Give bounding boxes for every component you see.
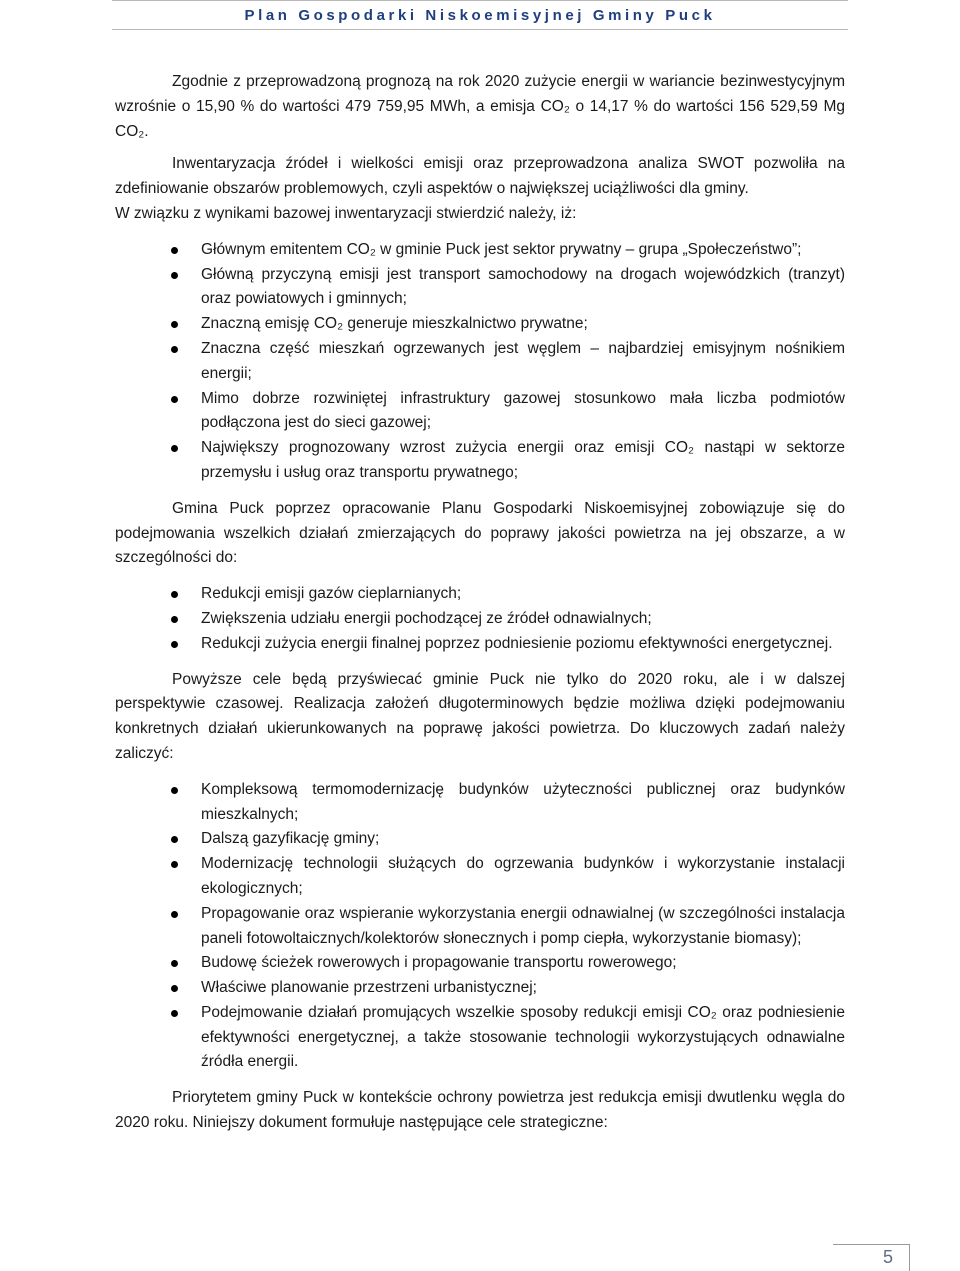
paragraph-priority: Priorytetem gminy Puck w kontekście ochrony powietrza jest redukcja emisji dwutlenku węgla do 2020 roku. Niniejszy dokument formułuje następujące cele strategiczne: [115,1089,845,1132]
paragraph-goals: Powyższe cele będą przyświecać gminie Puck nie tylko do 2020 roku, ale i w dalszej perspektywie czasowej. Realizacja założeń długoterminowych będzie możliwa dzięki podejmowaniu konkretnych działań ukierunkowanych na poprawę jakości powietrza. Do kluczowych zadań należy zaliczyć: [115,670,845,762]
list-item: Znaczną emisję CO₂ generuje mieszkalnictwo prywatne; [115,312,845,337]
list-item: Propagowanie oraz wspieranie wykorzystania energii odnawialnej (w szczególności instalacja paneli fotowoltaicznych/kolektorów słonecznych i pomp ciepła, wykorzystanie biomasy); [115,902,845,952]
list-item: Modernizację technologii służących do ogrzewania budynków i wykorzystanie instalacji ekologicznych; [115,852,845,902]
list-item: Podejmowanie działań promujących wszelkie sposoby redukcji emisji CO₂ oraz podniesienie efektywności energetycznej, a także stosowanie technologii wykorzystujących odnawialne źródła energii. [115,1001,845,1075]
list-item: Największy prognozowany wzrost zużycia energii oraz emisji CO₂ nastąpi w sektorze przemysłu i usług oraz transportu prywatnego; [115,436,845,486]
list-item: Znaczna część mieszkań ogrzewanych jest węglem – najbardziej emisyjnym nośnikiem energii; [115,337,845,387]
paragraph-commitment: Gmina Puck poprzez opracowanie Planu Gospodarki Niskoemisyjnej zobowiązuje się do podejmowania wszelkich działań zmierzających do poprawy jakości powietrza na jej obszarze, a w szczególności do: [115,499,845,567]
paragraph-inventory-conclusion: W związku z wynikami bazowej inwentaryzacji stwierdzić należy, iż: [115,204,577,222]
commitments-list [115,582,845,656]
tasks-list [115,778,845,1076]
document-title: Plan Gospodarki Niskoemisyjnej Gminy Puck [244,7,716,24]
page-content [115,70,845,1136]
page-header [112,0,848,30]
list-item: Redukcji emisji gazów cieplarnianych; [115,582,845,607]
list-item: Mimo dobrze rozwiniętej infrastruktury gazowej stosunkowo mała liczba podmiotów podłączona jest do sieci gazowej; [115,387,845,437]
findings-list [115,238,845,486]
list-item: Kompleksową termomodernizację budynków użyteczności publicznej oraz budynków mieszkalnych; [115,778,845,828]
list-item: Właściwe planowanie przestrzeni urbanistycznej; [115,976,845,1001]
paragraph-forecast: Zgodnie z przeprowadzoną prognozą na rok 2020 zużycie energii w wariancie bezinwestycyjnym wzrośnie o 15,90 % do wartości 479 759,95 MWh, a emisja CO₂ o 14,17 % do wartości 156 529,59 Mg CO₂. [115,73,845,140]
list-item: Główną przyczyną emisji jest transport samochodowy na drogach wojewódzkich (tranzyt) oraz powiatowych i gminnych; [115,263,845,313]
list-item: Głównym emitentem CO₂ w gminie Puck jest sektor prywatny – grupa „Społeczeństwo”; [115,238,845,263]
list-item: Zwiększenia udziału energii pochodzącej ze źródeł odnawialnych; [115,607,845,632]
paragraph-inventory: Inwentaryzacja źródeł i wielkości emisji oraz przeprowadzona analiza SWOT pozwoliła na zdefiniowanie obszarów problemowych, czyli aspektów o największej uciążliwości dla gminy. [115,155,845,198]
list-item: Redukcji zużycia energii finalnej poprzez podniesienie poziomu efektywności energetycznej. [115,632,845,657]
list-item: Budowę ścieżek rowerowych i propagowanie transportu rowerowego; [115,951,845,976]
page-number: 5 [882,1247,893,1267]
list-item: Dalszą gazyfikację gminy; [115,827,845,852]
